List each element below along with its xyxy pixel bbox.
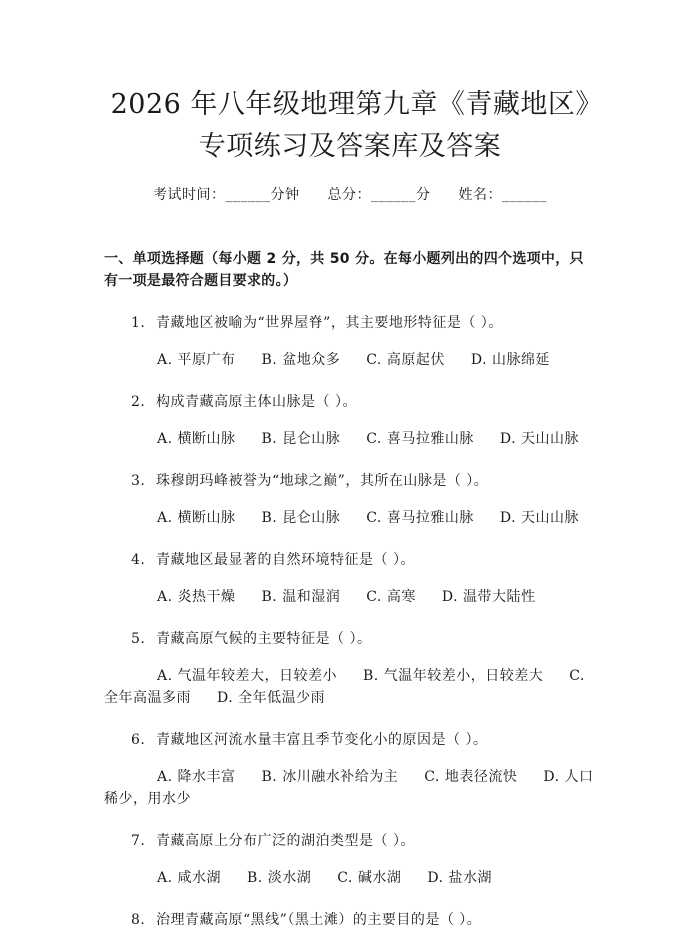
option-a: A. 横断山脉 xyxy=(157,510,236,526)
question-8 xyxy=(104,909,596,931)
question-2-options xyxy=(104,428,596,450)
option-a: A. 炎热干燥 xyxy=(157,589,236,605)
question-number: 2. xyxy=(131,394,146,410)
question-5-options xyxy=(104,665,596,709)
option-a: A. 平原广布 xyxy=(157,352,236,368)
question-number: 6. xyxy=(131,732,146,748)
question-number: 7. xyxy=(131,833,146,849)
option-d: D. 温带大陆性 xyxy=(441,589,536,605)
question-6 xyxy=(104,729,596,751)
question-4-options xyxy=(104,586,596,608)
exam-time-field: 考试时间：______分钟 xyxy=(153,187,300,203)
question-5 xyxy=(104,628,596,650)
question-number: 1. xyxy=(131,315,146,331)
option-b: B. 气温年较差小，日较差大 xyxy=(363,668,544,684)
question-text: 青藏地区最显著的自然环境特征是（ ）。 xyxy=(156,552,415,568)
option-b: B. 昆仑山脉 xyxy=(261,510,341,526)
option-d: D. 天山山脉 xyxy=(499,510,579,526)
option-a: A. 气温年较差大，日较差小 xyxy=(157,668,338,684)
option-d: D. 人口稀少，用水少 xyxy=(104,769,594,807)
question-7 xyxy=(104,830,596,852)
option-d: D. 全年低温少雨 xyxy=(217,690,326,706)
question-2 xyxy=(104,391,596,413)
question-text: 青藏地区被喻为“世界屋脊”，其主要地形特征是（ ）。 xyxy=(156,315,503,331)
section-heading-single-choice: 一、单项选择题（每小题 2 分，共 50 分。在每小题列出的四个选项中，只有一项是最符合题目要求的。） xyxy=(104,251,584,289)
question-number: 3. xyxy=(131,473,146,489)
question-number: 8. xyxy=(131,912,146,928)
question-text: 青藏地区河流水量丰富且季节变化小的原因是（ ）。 xyxy=(156,732,488,748)
option-a: A. 咸水湖 xyxy=(157,870,222,886)
question-text: 构成青藏高原主体山脉是（ ）。 xyxy=(156,394,357,410)
student-name-field: 姓名：______ xyxy=(458,187,547,203)
question-text: 治理青藏高原“黑线”（黑土滩）的主要目的是（ ）。 xyxy=(156,912,482,928)
question-text: 青藏高原上分布广泛的湖泊类型是（ ）。 xyxy=(156,833,415,849)
option-b: B. 温和湿润 xyxy=(261,589,341,605)
option-c: C. 全年高温多雨 xyxy=(104,668,585,706)
question-7-options xyxy=(104,867,596,889)
option-c: C. 高原起伏 xyxy=(366,352,445,368)
option-c: C. 喜马拉雅山脉 xyxy=(366,431,474,447)
option-b: B. 淡水湖 xyxy=(247,870,312,886)
question-3-options xyxy=(104,507,596,529)
page-title: 2026 年八年级地理第九章《青藏地区》专项练习及答案库及答案 xyxy=(110,89,590,162)
question-1-options xyxy=(104,349,596,371)
option-c: C. 碱水湖 xyxy=(337,870,402,886)
option-d: D. 山脉绵延 xyxy=(470,352,550,368)
option-c: C. 喜马拉雅山脉 xyxy=(366,510,474,526)
option-a: A. 降水丰富 xyxy=(157,769,236,785)
question-text: 珠穆朗玛峰被誉为“地球之巅”，其所在山脉是（ ）。 xyxy=(156,473,489,489)
question-3 xyxy=(104,470,596,492)
question-6-options xyxy=(104,766,596,810)
question-1 xyxy=(104,312,596,334)
question-text: 青藏高原气候的主要特征是（ ）。 xyxy=(156,631,372,647)
exam-meta xyxy=(104,184,596,204)
total-score-field: 总分：______分 xyxy=(327,187,431,203)
option-d: D. 盐水湖 xyxy=(427,870,492,886)
question-number: 4. xyxy=(131,552,146,568)
option-c: C. 高寒 xyxy=(366,589,416,605)
question-4 xyxy=(104,549,596,571)
option-a: A. 横断山脉 xyxy=(157,431,236,447)
option-c: C. 地表径流快 xyxy=(424,769,518,785)
option-b: B. 冰川融水补给为主 xyxy=(261,769,399,785)
option-b: B. 昆仑山脉 xyxy=(261,431,341,447)
option-d: D. 天山山脉 xyxy=(499,431,579,447)
question-number: 5. xyxy=(131,631,146,647)
option-b: B. 盆地众多 xyxy=(261,352,341,368)
